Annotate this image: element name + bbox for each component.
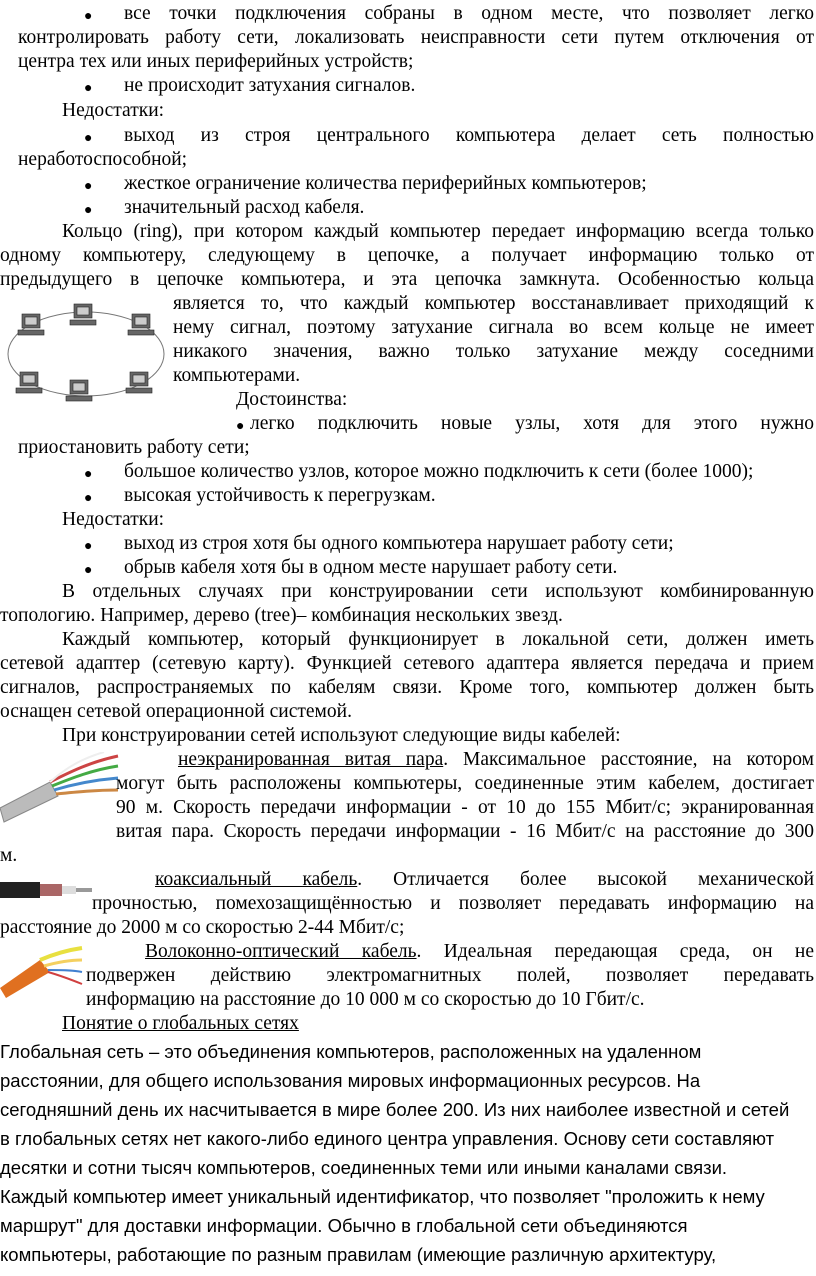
coax-line2: прочностью, помехозащищённостью и позволяет передавать информацию на [92,893,814,914]
ring-topology-figure [4,300,170,408]
bullet-icon: ● [84,179,93,194]
combined-line1: В отдельных случаях при конструировании сети используют комбинированную [62,581,814,602]
global-line3: сегодняшний день их насчитывается в мире более 200. Из них наиболее известной и сетей [0,1099,790,1120]
ring-line6: никакого значения, важно только затухание между соседними [173,341,814,362]
dis1-item1-line2: неработоспособной; [18,149,188,170]
list1-item1-line3: центра тех или иных периферийных устройств; [18,51,414,72]
cables-intro: При конструировании сетей используют следующие виды кабелей: [62,725,621,746]
fiber-line3: информацию на расстояние до 10 000 м со скоростью до 10 Гбит/с. [86,989,645,1010]
twisted-pair-cable-image [0,752,120,824]
combined-line2: топологию. Например, дерево (tree)– комбинация нескольких звезд. [0,605,563,626]
computer-icon [126,372,152,393]
global-line7: маршрут" для доставки информации. Обычно в глобальной сети объединяются [0,1215,688,1236]
fiber-term: Волоконно-оптический кабель [145,941,417,962]
bullet-icon: ● [84,491,93,506]
coaxial-cable-image [0,876,92,904]
global-line5: десятки и сотни тысяч компьютеров, соединенных теми или иными каналами связи. [0,1157,728,1178]
twisted-line2: могут быть расположены компьютеры, соединенные этим кабелем, достигает [116,773,814,794]
bullet-icon: ● [84,203,93,218]
ring-line2: одному компьютеру, следующему в цепочке, а получает информацию только от [0,245,814,266]
bullet-icon: ● [236,419,245,434]
computer-icon [66,380,92,401]
twisted-line3: 90 м. Скорость передачи информации - от 10 до 155 Мбит/с; экранированная [116,797,814,818]
ring-adv-item1-line1: легко подключить новые узлы, хотя для этого нужно [250,413,814,434]
ring-line3: предыдущего в цепочке компьютера, и эта цепочка замкнута. Особенностью кольца [0,269,814,290]
bullet-icon: ● [84,131,93,146]
global-line1: Глобальная сеть – это объединения компьютеров, расположенных на удаленном [0,1041,702,1062]
bullet-icon: ● [84,563,93,578]
fiber-line2: подвержен действию электромагнитных полей, позволяет передавать [86,965,814,986]
ring-line7: компьютерами. [173,365,301,386]
ring-adv-item2: большое количество узлов, которое можно подключить к сети (более 1000); [124,461,754,482]
bullet-icon: ● [84,539,93,554]
ring-adv-item1-line2: приостановить работу сети; [18,437,250,458]
bullet-icon: ● [84,81,93,96]
adapter-line1: Каждый компьютер, который функционирует в локальной сети, должен иметь [62,629,814,650]
computer-icon [70,304,96,325]
ring-dis-item2: обрыв кабеля хотя бы в одном месте нарушает работу сети. [124,557,618,578]
list1-item1-line1: все точки подключения собраны в одном месте, что позволяет легко [124,3,814,24]
coax-line1: коаксиальный кабель. Отличается более высокой механической [155,869,815,890]
list1-item1-line2: контролировать работу сети, локализовать неисправности сети путем отключения от [18,27,814,48]
dis1-item3: значительный расход кабеля. [124,197,365,218]
adapter-line2: сетевой адаптер (сетевую карту). Функцией сетевого адаптера является передача и прием [0,653,814,674]
dis1-item2: жесткое ограничение количества периферийных компьютеров; [124,173,647,194]
ring-adv-item3: высокая устойчивость к перегрузкам. [124,485,436,506]
twisted-pair-term: неэкранированная витая пара [178,749,444,770]
coax-term: коаксиальный кабель [155,869,358,890]
bullet-icon: ● [84,467,93,482]
global-line2: расстоянии, для общего использования мировых информационных ресурсов. На [0,1070,701,1091]
adapter-line4: оснащен сетевой операционной системой. [0,701,352,722]
ring-disadvantages-heading: Недостатки: [62,509,165,530]
fiber-optic-cable-image [0,942,84,998]
advantages-heading: Достоинства: [236,389,348,410]
coax-line3: расстояние до 2000 м со скоростью 2-44 Мбит/с; [0,917,405,938]
fiber-line1: Волоконно-оптический кабель. Идеальная передающая среда, он не [145,941,814,962]
adapter-line3: сигналов, распространяемых по кабелям связи. Кроме того, компьютер должен быть [0,677,814,698]
ring-line5: нему сигнал, поэтому затухание сигнала во всем кольце не имеет [173,317,814,338]
global-line8: компьютеры, работающие по разным правилам (имеющие различную архитектуру, [0,1244,717,1265]
global-heading: Понятие о глобальных сетях [62,1013,299,1034]
bullet-icon: ● [84,9,93,24]
disadvantages-heading: Недостатки: [62,100,165,121]
global-line6: Каждый компьютер имеет уникальный идентификатор, что позволяет "проложить к нему [0,1186,765,1207]
twisted-line5: м. [0,845,18,866]
ring-line4: является то, что каждый компьютер восстанавливает приходящий к [173,293,814,314]
computer-icon [128,314,154,335]
global-line4: в глобальных сетях нет какого-либо единого центра управления. Основу сети составляют [0,1128,775,1149]
ring-dis-item1: выход из строя хотя бы одного компьютера нарушает работу сети; [124,533,674,554]
twisted-line4: витая пара. Скорость передачи информации - 16 Мбит/с на расстояние до 300 [116,821,814,842]
computer-icon [18,314,44,335]
list1-item2: не происходит затухания сигналов. [124,75,416,96]
computer-icon [16,372,42,393]
twisted-line1: неэкранированная витая пара. Максимальное расстояние, на котором [178,749,814,770]
dis1-item1-line1: выход из строя центрального компьютера делает сеть полностью [124,125,814,146]
ring-line1: Кольцо (ring), при котором каждый компьютер передает информацию всегда только [62,221,814,242]
